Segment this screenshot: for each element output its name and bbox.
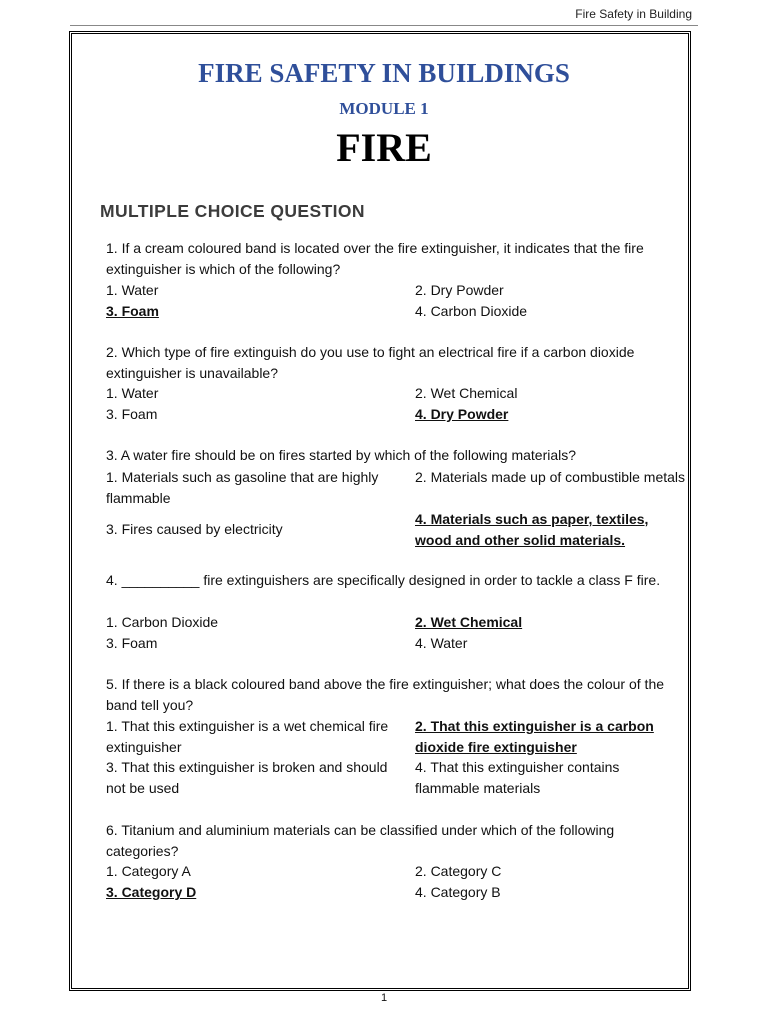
- question-1-option-2: 2. Dry Powder: [415, 282, 504, 298]
- question-1-text: 1. If a cream coloured band is located over the fire extinguisher, it indicates that the fire extinguisher is which of the following?: [106, 240, 644, 277]
- question-4-text: 4. __________ fire extinguishers are specifically designed in order to tackle a class F fire.: [106, 572, 661, 588]
- question-4-option-3: 3. Foam: [106, 635, 158, 651]
- question-1-option-3: 3. Foam: [106, 303, 159, 319]
- question-4-option-2: 2. Wet Chemical: [415, 614, 523, 630]
- document-title: FIRE SAFETY IN BUILDINGS: [198, 58, 570, 88]
- question-3-option-2: 2. Materials made up of combustible metals: [415, 469, 686, 485]
- section-title: MULTIPLE CHOICE QUESTION: [100, 201, 365, 221]
- question-3-option-1: 1. Materials such as gasoline that are highly flammable: [106, 469, 379, 506]
- question-3-option-3: 3. Fires caused by electricity: [106, 521, 283, 537]
- module-label: MODULE 1: [339, 99, 429, 118]
- question-6-text: 6. Titanium and aluminium materials can be classified under which of the following categories?: [106, 822, 615, 859]
- question-4-option-4: 4. Water: [415, 635, 468, 651]
- question-1-option-4: 4. Carbon Dioxide: [415, 303, 528, 319]
- question-5-text: 5. If there is a black coloured band above the fire extinguisher; what does the colour of the band tell you?: [106, 676, 665, 713]
- question-2-text: 2. Which type of fire extinguish do you use to fight an electrical fire if a carbon dioxide extinguisher is unavailable?: [106, 344, 635, 381]
- question-4-option-1: 1. Carbon Dioxide: [106, 614, 219, 630]
- chapter-heading: FIRE: [336, 125, 432, 170]
- question-2-option-4: 4. Dry Powder: [415, 406, 509, 422]
- question-6-option-4: 4. Category B: [415, 884, 501, 900]
- question-2-option-3: 3. Foam: [106, 406, 158, 422]
- question-6-option-2: 2. Category C: [415, 863, 502, 879]
- question-5-option-4: 4. That this extinguisher contains flammable materials: [415, 759, 620, 796]
- question-1-option-1: 1. Water: [106, 282, 159, 298]
- question-5-option-3: 3. That this extinguisher is broken and should not be used: [106, 759, 388, 796]
- question-2-option-2: 2. Wet Chemical: [415, 385, 518, 401]
- question-3-text: 3. A water fire should be on fires started by which of the following materials?: [106, 447, 577, 463]
- question-6-option-1: 1. Category A: [106, 863, 191, 879]
- page-number: 1: [380, 992, 388, 1004]
- running-header: Fire Safety in Building: [575, 7, 692, 21]
- question-6-option-3: 3. Category D: [106, 884, 197, 900]
- question-5-option-1: 1. That this extinguisher is a wet chemical fire extinguisher: [106, 718, 389, 755]
- question-2-option-1: 1. Water: [106, 385, 159, 401]
- question-3-option-4: 4. Materials such as paper, textiles, wood and other solid materials.: [415, 511, 649, 548]
- question-5-option-2: 2. That this extinguisher is a carbon dioxide fire extinguisher: [415, 718, 654, 755]
- header-rule: [70, 25, 698, 26]
